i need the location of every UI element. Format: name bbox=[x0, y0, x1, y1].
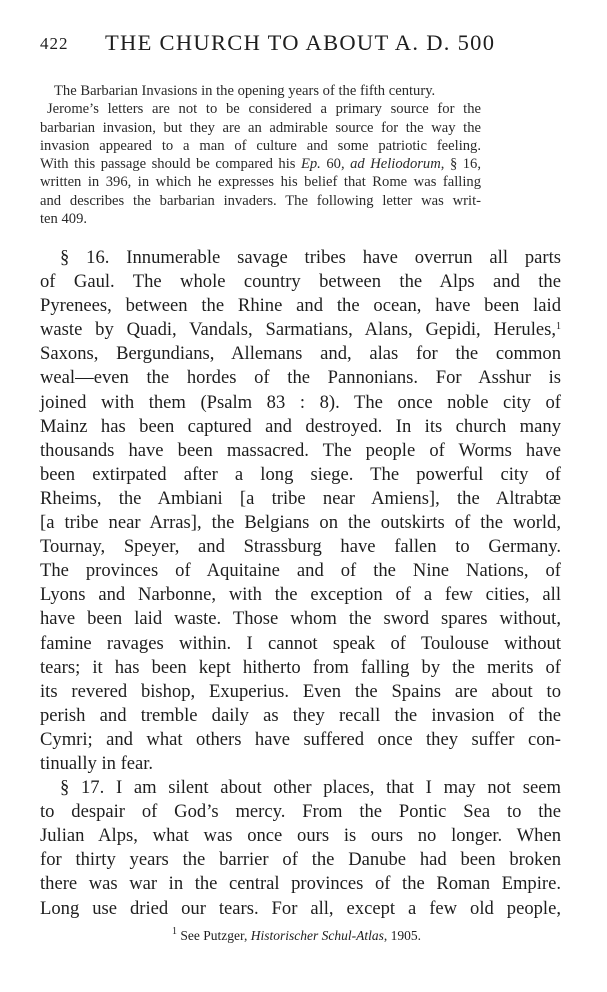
text-line bbox=[40, 848, 561, 872]
text: Rheims, the Ambiani [a tribe near Amiens], the Altrabtæ bbox=[40, 487, 561, 509]
text: to despair of God’s mercy. From the Pontic Sea to the bbox=[40, 801, 561, 823]
text: tinually in fear. bbox=[40, 752, 154, 774]
text-line bbox=[40, 559, 561, 583]
text: been extirpated after a long siege. The powerful city of bbox=[40, 463, 561, 485]
text: weal—even the hordes of the Pannonians. For Asshur is bbox=[40, 367, 561, 389]
intro-line bbox=[40, 155, 481, 173]
intro-line: and describes the barbarian invaders. The following letter was writ- bbox=[40, 192, 481, 209]
intro-line: ten 409. bbox=[40, 211, 88, 228]
text-line bbox=[40, 342, 561, 366]
footnote bbox=[0, 928, 607, 944]
text-line bbox=[40, 752, 561, 776]
running-title: THE CHURCH TO ABOUT A. D. 500 bbox=[105, 30, 496, 55]
text-line bbox=[40, 704, 561, 728]
text: , § 16, bbox=[440, 156, 482, 173]
text: The provinces of Aquitaine and of the Nine Nations, of bbox=[40, 560, 561, 582]
text-line bbox=[40, 800, 561, 824]
text: Julian Alps, what was once ours is ours no longer. When bbox=[40, 825, 561, 847]
text-italic: Ep. bbox=[300, 156, 321, 173]
text-line bbox=[40, 463, 561, 487]
text-line bbox=[40, 439, 561, 463]
text-line bbox=[40, 607, 561, 631]
text: for thirty years the barrier of the Danube had been broken bbox=[40, 849, 561, 871]
text-line bbox=[40, 680, 561, 704]
text: have been laid waste. Those whom the sword spares without, bbox=[40, 608, 561, 630]
text-line bbox=[40, 776, 561, 800]
intro-line: Jerome’s letters are not to be considered a primary source for the bbox=[47, 101, 481, 118]
text: [a tribe near Arras], the Belgians on the outskirts of the world, bbox=[40, 512, 561, 534]
text: , 1905. bbox=[383, 928, 421, 943]
text: Lyons and Narbonne, with the exception of a few cities, all bbox=[40, 584, 561, 606]
text: See Putzger, bbox=[177, 928, 251, 943]
text-italic: ad Heliodorum bbox=[350, 156, 441, 173]
text-line bbox=[40, 583, 561, 607]
text: Pyrenees, between the Rhine and the ocean, have been laid bbox=[40, 295, 561, 317]
text: Long use dried our tears. For all, except a few old people, bbox=[40, 897, 561, 919]
text-line bbox=[40, 897, 561, 921]
main-text bbox=[40, 246, 561, 921]
text: perish and tremble daily as they recall the invasion of the bbox=[40, 704, 561, 726]
text: Cymri; and what others have suffered once they suffer con- bbox=[40, 728, 561, 750]
text-line bbox=[40, 246, 561, 270]
intro-line: barbarian invasion, but they are an admirable source for the way the bbox=[40, 119, 481, 136]
text: Tournay, Speyer, and Strassburg have fallen to Germany. bbox=[40, 536, 561, 558]
text-line bbox=[40, 511, 561, 535]
text-line bbox=[40, 270, 561, 294]
text: 60, bbox=[320, 156, 351, 173]
footnote-marker: 1 bbox=[172, 926, 178, 937]
intro-note bbox=[40, 82, 481, 228]
text-line bbox=[40, 824, 561, 848]
text-line bbox=[40, 656, 561, 680]
text-line bbox=[40, 366, 561, 390]
text: § 17. I am silent about other places, that I may not seem bbox=[60, 777, 561, 799]
text: tears; it has been kept hitherto from falling by the merits of bbox=[40, 656, 561, 678]
intro-line: invasion appeared to a man of culture and some patriotic feeling. bbox=[40, 137, 481, 154]
text: § 16. Innumerable savage tribes have overrun all parts bbox=[60, 247, 561, 268]
text-line bbox=[40, 728, 561, 752]
text: waste by Quadi, Vandals, Sarmatians, Alans, Gepidi, Herules, bbox=[40, 319, 556, 341]
text: thousands have been massacred. The people of Worms have bbox=[40, 439, 561, 461]
intro-line: written in 396, in which he expresses his belief that Rome was falling bbox=[40, 174, 481, 191]
intro-caption: The Barbarian Invasions in the opening years of the fifth century. bbox=[54, 83, 436, 99]
text: there was war in the central provinces of the Roman Empire. bbox=[40, 873, 561, 895]
footnote-reference: 1 bbox=[556, 321, 561, 333]
text-line bbox=[40, 318, 561, 342]
text: of Gaul. The whole country between the Alps and the bbox=[40, 271, 561, 293]
running-header bbox=[40, 30, 500, 60]
text-line bbox=[40, 294, 561, 318]
text-line bbox=[40, 415, 561, 439]
text: Saxons, Bergundians, Allemans and, alas for the common bbox=[40, 343, 561, 365]
text-line bbox=[40, 487, 561, 511]
text: With this passage should be compared his bbox=[40, 156, 301, 173]
text-italic: Historischer Schul-Atlas bbox=[250, 928, 384, 943]
text: Mainz has been captured and destroyed. In its church many bbox=[40, 415, 561, 437]
text: its revered bishop, Exuperius. Even the Spains are about to bbox=[40, 680, 561, 702]
text: famine ravages within. I cannot speak of Toulouse without bbox=[40, 632, 561, 654]
text-line bbox=[40, 535, 561, 559]
text-line bbox=[40, 391, 561, 415]
text-line bbox=[40, 872, 561, 896]
page-number: 422 bbox=[40, 34, 69, 53]
text-line bbox=[40, 632, 561, 656]
text: joined with them (Psalm 83 : 8). The once noble city of bbox=[40, 391, 561, 413]
